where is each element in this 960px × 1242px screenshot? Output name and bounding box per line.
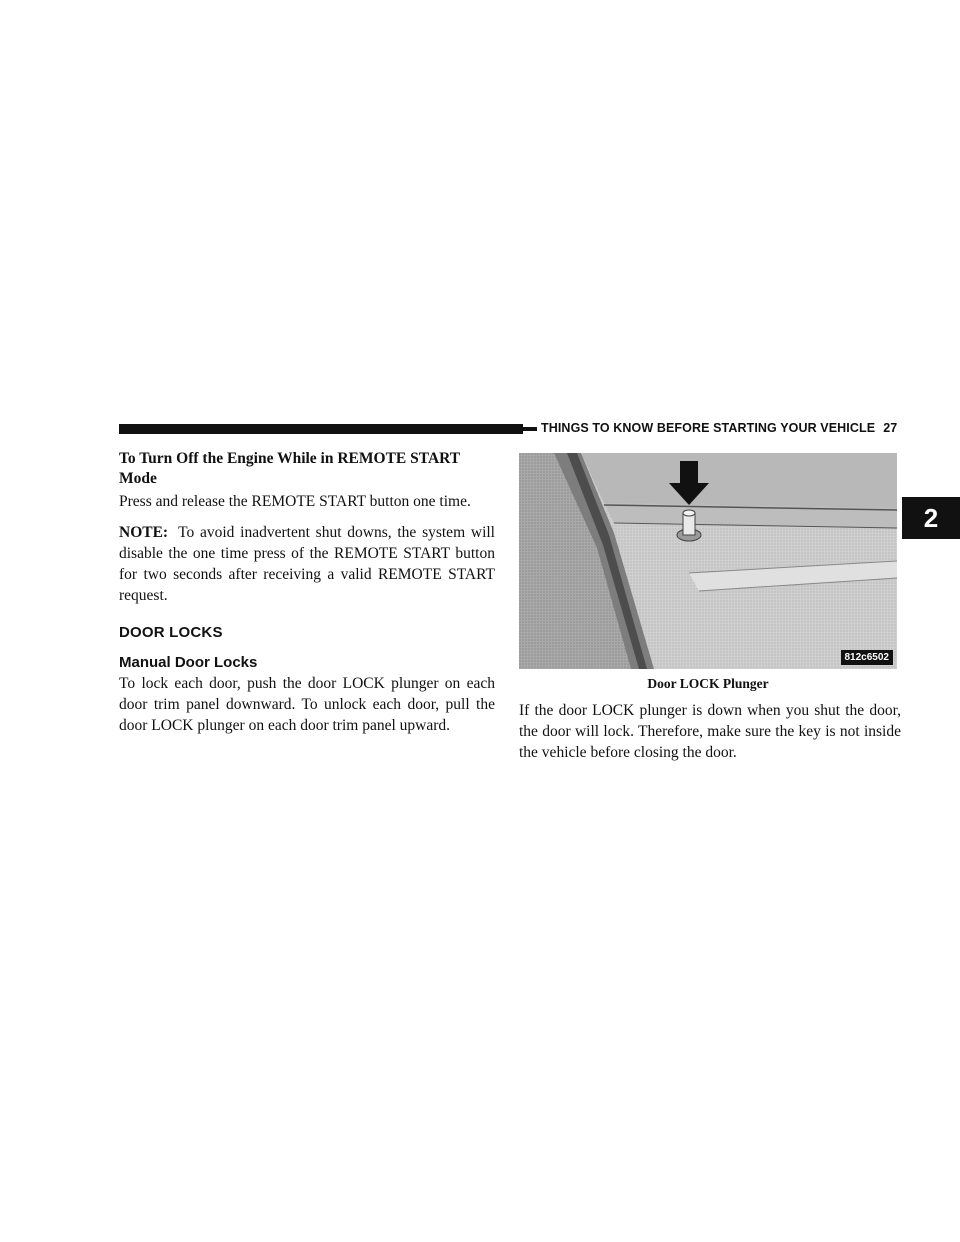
- chapter-tab-label: 2: [923, 502, 939, 533]
- door-panel-illustration: [519, 453, 897, 669]
- figure-caption: Door LOCK Plunger: [647, 676, 769, 691]
- page-number: 27: [883, 421, 898, 435]
- note-paragraph: [119, 522, 495, 606]
- header-title: THINGS TO KNOW BEFORE STARTING YOUR VEHICLE: [541, 421, 876, 435]
- figure-code: 812c6502: [841, 650, 894, 665]
- remote-start-paragraph: Press and release the REMOTE START button one time.: [119, 493, 471, 510]
- section-heading: DOOR LOCKS: [119, 624, 223, 641]
- left-column: [119, 449, 495, 736]
- right-column: [519, 700, 901, 763]
- door-lock-plunger-image: [519, 453, 897, 669]
- header-rule-thick: [119, 424, 523, 434]
- note-label: NOTE:: [119, 524, 169, 541]
- subsection-heading: Manual Door Locks: [119, 654, 258, 671]
- door-lock-paragraph: If the door LOCK plunger is down when you shut the door, the door will lock. Therefore, make sure the key is not inside the vehicle before closing the door.: [519, 702, 901, 761]
- chapter-tab: [902, 497, 960, 539]
- running-header: [537, 421, 901, 435]
- remote-start-heading: To Turn Off the Engine While in REMOTE START Mode: [119, 450, 460, 487]
- note-text: To avoid inadvertent shut downs, the system will disable the one time press of the REMOTE START button for two seconds after receiving a valid REMOTE START request.: [119, 524, 495, 604]
- manual-locks-paragraph: To lock each door, push the door LOCK plunger on each door trim panel downward. To unlock each door, pull the door LOCK plunger on each door trim panel upward.: [119, 675, 495, 734]
